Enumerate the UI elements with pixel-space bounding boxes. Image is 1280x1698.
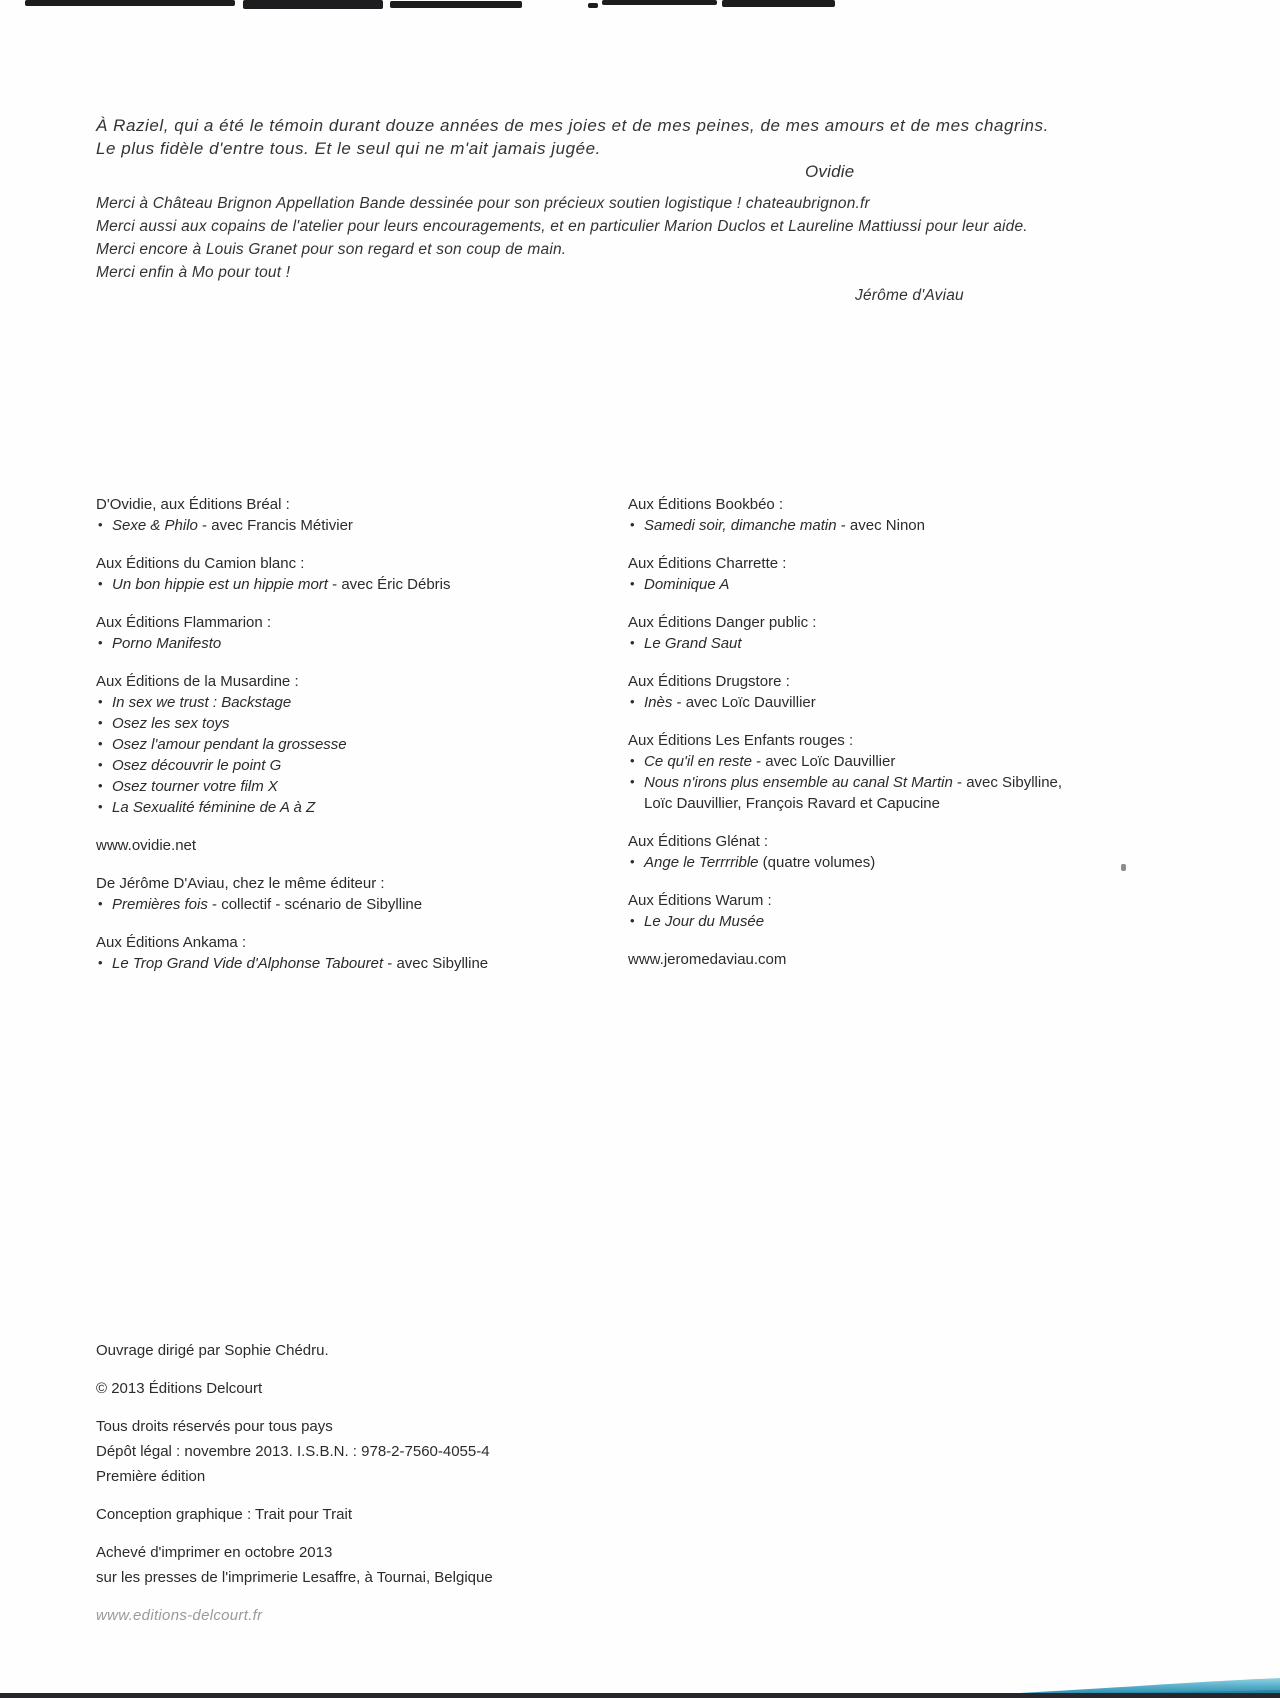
dedication-line: À Raziel, qui a été le témoin durant douze années de mes joies et de mes peines, de mes amours et de mes chagrins. xyxy=(96,116,1049,135)
thanks-line: Merci aussi aux copains de l'atelier pour leurs encouragements, et en particulier Marion Duclos et Laureline Mattiussi pour leur aide. xyxy=(96,218,1028,235)
book-item xyxy=(628,633,1228,654)
publisher-section-warum xyxy=(628,890,1228,932)
publisher-heading: Aux Éditions Bookbéo : xyxy=(628,496,784,513)
publisher-section-glenat xyxy=(628,831,1228,873)
publisher-heading: Aux Éditions Drugstore : xyxy=(628,673,790,690)
bullet-icon: • xyxy=(98,778,103,793)
bullet-icon: • xyxy=(630,774,635,789)
bullet-icon: • xyxy=(98,757,103,772)
publisher-heading: Aux Éditions Glénat : xyxy=(628,833,769,850)
publisher-heading: Aux Éditions Charrette : xyxy=(628,555,787,572)
book-credit: (quatre volumes) xyxy=(758,854,876,871)
author-website-ovidie: www.ovidie.net xyxy=(96,837,197,854)
bibliography-right-column xyxy=(628,494,1228,991)
publisher-heading: De Jérôme D'Aviau, chez le même éditeur : xyxy=(96,875,385,892)
scan-artifact xyxy=(390,1,522,8)
thanks-line: Merci encore à Louis Granet pour son regard et son coup de main. xyxy=(96,241,567,258)
bullet-icon: • xyxy=(98,517,103,532)
book-title: Un bon hippie est un hippie mort xyxy=(112,576,328,593)
book-item xyxy=(628,692,1228,713)
book-item xyxy=(96,734,628,755)
book-title: Sexe & Philo xyxy=(112,517,198,534)
publisher-section-musardine xyxy=(96,671,628,818)
printing-paragraph xyxy=(96,1540,796,1590)
bullet-icon: • xyxy=(98,576,103,591)
publisher-heading: Aux Éditions du Camion blanc : xyxy=(96,555,305,572)
book-item xyxy=(628,772,1228,793)
book-title: Porno Manifesto xyxy=(112,635,222,652)
acknowledgements-block xyxy=(96,192,1220,307)
bullet-icon: • xyxy=(98,635,103,650)
publisher-section-drugstore xyxy=(628,671,1228,713)
book-item xyxy=(96,776,628,797)
publisher-heading: D'Ovidie, aux Éditions Bréal : xyxy=(96,496,290,513)
book-title: La Sexualité féminine de A à Z xyxy=(112,799,316,816)
book-item xyxy=(96,894,628,915)
bullet-icon: • xyxy=(98,896,103,911)
book-item xyxy=(628,852,1228,873)
bullet-icon: • xyxy=(98,694,103,709)
book-credit: - avec Loïc Dauvillier xyxy=(751,753,896,770)
dedication-block xyxy=(96,114,1200,183)
book-item xyxy=(628,751,1228,772)
author-website-daviau: www.jeromedaviau.com xyxy=(628,951,787,968)
book-credit: - avec Ninon xyxy=(836,517,925,534)
book-item xyxy=(96,692,628,713)
graphic-design-line: Conception graphique : Trait pour Trait xyxy=(96,1506,352,1523)
bullet-icon: • xyxy=(630,576,635,591)
publisher-section-camion-blanc xyxy=(96,553,628,595)
publisher-section-flammarion xyxy=(96,612,628,654)
thanks-line: Merci enfin à Mo pour tout ! xyxy=(96,264,291,281)
publisher-section-meme-editeur xyxy=(96,873,628,915)
bibliography-left-column xyxy=(96,494,628,991)
bottom-edge-bar xyxy=(0,1693,1280,1698)
publisher-heading: Aux Éditions Danger public : xyxy=(628,614,817,631)
book-item xyxy=(96,633,628,654)
bullet-icon: • xyxy=(98,799,103,814)
thanks-line: Merci à Château Brignon Appellation Bande dessinée pour son précieux soutien logistique ! chateaubrignon.fr xyxy=(96,195,870,212)
scan-artifact xyxy=(588,3,598,8)
publisher-website: www.editions-delcourt.fr xyxy=(96,1607,263,1624)
book-title: Osez découvrir le point G xyxy=(112,757,282,774)
book-credit: - avec Sibylline, xyxy=(952,774,1063,791)
bullet-icon: • xyxy=(98,736,103,751)
printing-line: Achevé d'imprimer en octobre 2013 xyxy=(96,1544,333,1561)
colophon-block xyxy=(96,1338,796,1641)
book-item xyxy=(96,574,628,595)
book-credit: - avec Éric Débris xyxy=(327,576,451,593)
wave-swoosh xyxy=(0,1654,1280,1698)
book-title: Osez les sex toys xyxy=(112,715,230,732)
scan-artifact xyxy=(722,0,835,7)
bibliography xyxy=(96,494,1228,991)
editorial-director-line: Ouvrage dirigé par Sophie Chédru. xyxy=(96,1342,329,1359)
book-title: Le Grand Saut xyxy=(644,635,742,652)
publisher-section-danger-public xyxy=(628,612,1228,654)
rights-line: Tous droits réservés pour tous pays xyxy=(96,1418,333,1435)
book-title: Osez tourner votre film X xyxy=(112,778,278,795)
bullet-icon: • xyxy=(98,955,103,970)
bullet-icon: • xyxy=(630,913,635,928)
book-item xyxy=(96,797,628,818)
rights-paragraph xyxy=(96,1414,796,1489)
publisher-heading: Aux Éditions Flammarion : xyxy=(96,614,272,631)
book-title: Le Trop Grand Vide d'Alphonse Tabouret xyxy=(112,955,384,972)
bullet-icon: • xyxy=(630,517,635,532)
book-credit-continuation: Loïc Dauvillier, François Ravard et Capucine xyxy=(644,795,940,812)
scan-artifact xyxy=(602,0,717,5)
printing-line: sur les presses de l'imprimerie Lesaffre, à Tournai, Belgique xyxy=(96,1569,493,1586)
book-credit: - avec Loïc Dauvillier xyxy=(672,694,816,711)
book-title: Nous n'irons plus ensemble au canal St Martin xyxy=(644,774,953,791)
book-item xyxy=(96,755,628,776)
acknowledgements-signature: Jérôme d'Aviau xyxy=(855,287,964,304)
scan-artifact xyxy=(25,0,235,6)
book-title: Dominique A xyxy=(644,576,730,593)
book-title: Osez l'amour pendant la grossesse xyxy=(112,736,347,753)
bullet-icon: • xyxy=(630,753,635,768)
dedication-line: Le plus fidèle d'entre tous. Et le seul qui ne m'ait jamais jugée. xyxy=(96,139,601,158)
publisher-section-breal xyxy=(96,494,628,536)
book-item xyxy=(628,911,1228,932)
book-title: Le Jour du Musée xyxy=(644,913,765,930)
book-credit: - avec Francis Métivier xyxy=(197,517,353,534)
publisher-section-charrette xyxy=(628,553,1228,595)
publisher-section-enfants-rouges xyxy=(628,730,1228,814)
bullet-icon: • xyxy=(630,854,635,869)
edition-line: Première édition xyxy=(96,1468,206,1485)
book-title: Samedi soir, dimanche matin xyxy=(644,517,837,534)
footer-wave-graphic xyxy=(0,1654,1280,1698)
publisher-section-bookbeo xyxy=(628,494,1228,536)
book-item xyxy=(628,515,1228,536)
legal-deposit-isbn-line: Dépôt légal : novembre 2013. I.S.B.N. : 978-2-7560-4055-4 xyxy=(96,1443,490,1460)
book-item xyxy=(96,953,628,974)
book-title: Inès xyxy=(644,694,673,711)
publisher-heading: Aux Éditions Warum : xyxy=(628,892,772,909)
copyright-line: © 2013 Éditions Delcourt xyxy=(96,1380,263,1397)
book-credit: - avec Sibylline xyxy=(383,955,489,972)
book-title: Ce qu'il en reste xyxy=(644,753,752,770)
publisher-heading: Aux Éditions Ankama : xyxy=(96,934,247,951)
book-item xyxy=(96,515,628,536)
bullet-icon: • xyxy=(630,694,635,709)
scan-artifact xyxy=(243,0,383,9)
book-title: Premières fois xyxy=(112,896,208,913)
book-item xyxy=(628,574,1228,595)
publisher-heading: Aux Éditions Les Enfants rouges : xyxy=(628,732,854,749)
book-title: In sex we trust : Backstage xyxy=(112,694,292,711)
bullet-icon: • xyxy=(630,635,635,650)
book-title: Ange le Terrrrible xyxy=(644,854,759,871)
publisher-section-ankama xyxy=(96,932,628,974)
book-item xyxy=(96,713,628,734)
bullet-icon: • xyxy=(98,715,103,730)
publisher-heading: Aux Éditions de la Musardine : xyxy=(96,673,299,690)
book-credit: - collectif - scénario de Sibylline xyxy=(207,896,423,913)
dedication-signature: Ovidie xyxy=(805,162,855,181)
